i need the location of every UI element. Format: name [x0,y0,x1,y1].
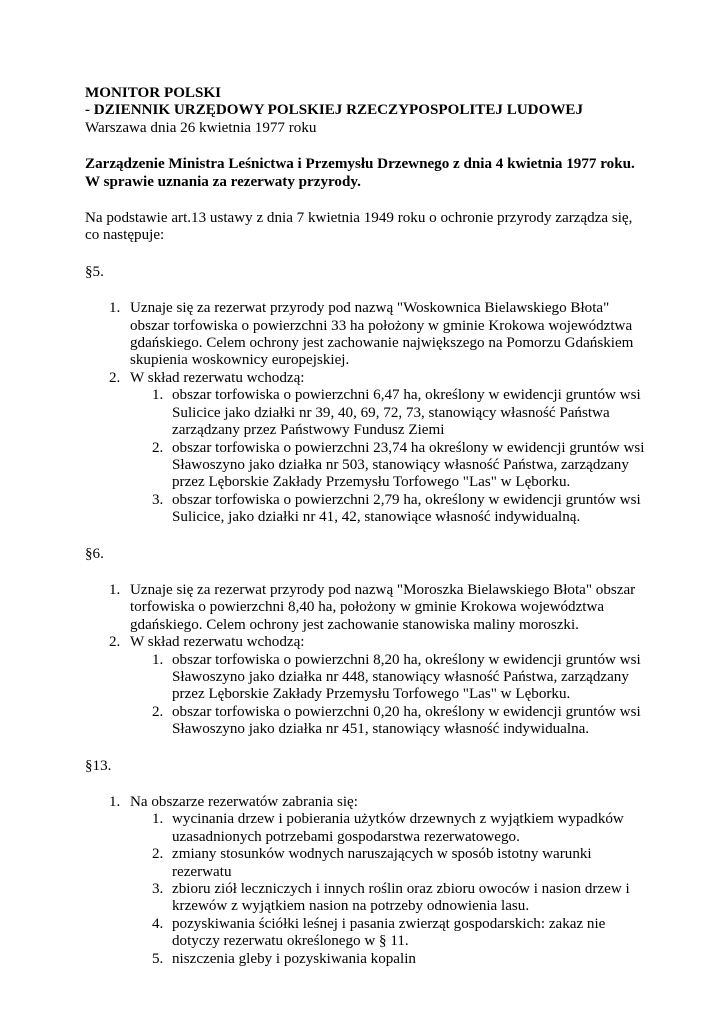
sublist [130,387,645,526]
sublist-item [130,881,645,916]
list-item [85,794,645,968]
document-title: Zarządzenie Ministra Leśnictwa i Przemysłu Drzewnego z dnia 4 kwietnia 1977 roku. W sprawie uznania za rezerwaty przyrody. [85,156,635,190]
sublist-item [130,951,645,968]
document-body [85,85,645,968]
sections-container [85,264,645,968]
publication-name: MONITOR POLSKI [85,85,222,101]
sublist-item-text: obszar torfowiska o powierzchni 6,47 ha, określony w ewidencji gruntów wsi Sulicice jako działki nr 39, 40, 69, 72, 73, stanowiący własność Państwa zarządzany przez Państwowy Fundusz Ziemi [172,387,641,439]
list-item-text: Na obszarze rezerwatów zabrania się: [130,794,358,810]
list-item-number: 2. [109,369,121,386]
list-item-text: W skład rezerwatu wchodzą: [130,369,305,386]
sublist-item-number: 2. [152,703,164,720]
sublist-item [130,916,645,951]
sublist-item [130,492,645,527]
sublist-item-number: 5. [152,950,164,967]
list-item-number: 1. [109,581,121,598]
sublist-item-number: 3. [152,881,164,898]
list-item-text: W skład rezerwatu wchodzą: [130,634,305,651]
sublist-item-number: 2. [152,439,164,456]
sublist-item-number: 2. [152,846,164,863]
section-list [85,300,645,526]
sublist-item-text: niszczenia gleby i pozyskiwania kopalin [172,950,416,967]
section-heading: §6. [85,545,104,562]
sublist-item [130,811,645,846]
sublist-item [130,704,645,739]
sublist [130,652,645,739]
sublist-item-text: zbioru ziół leczniczych i innych roślin oraz zbioru owoców i nasion drzew i krzewów z wyjątkiem nasion na potrzeby odnowienia lasu. [172,881,630,915]
sublist-item [130,440,645,492]
masthead [85,85,645,137]
sublist-item-text: obszar torfowiska o powierzchni 2,79 ha, określony w ewidencji gruntów wsi Sulicice, jako działki nr 41, 42, stanowiące własność indywidualną. [172,491,641,526]
publication-subtitle: - DZIENNIK URZĘDOWY POLSKIEJ RZECZYPOSPOLITEJ LUDOWEJ [85,102,584,119]
section-list [85,582,645,739]
list-item-number: 2. [109,634,121,651]
list-item-number: 1. [109,300,121,317]
publication-date: Warszawa dnia 26 kwietnia 1977 roku [85,119,317,136]
sublist [130,811,645,968]
section-heading: §13. [85,757,112,774]
section-list [85,794,645,968]
sublist-item-text: obszar torfowiska o powierzchni 23,74 ha określony w ewidencji gruntów wsi Sławoszyno jako działka nr 503, stanowiący własność Państwa, zarządzany przez Lęborskie Zakłady Przemysłu Torfowego "Las" w Lęborku. [172,439,645,491]
sublist-item [130,387,645,439]
sublist-item-number: 3. [152,491,164,508]
section-heading: §5. [85,263,104,280]
list-item [85,370,645,527]
sublist-item-number: 1. [152,387,164,404]
list-item-text: Uznaje się za rezerwat przyrody pod nazwą "Woskownica Bielawskiego Błota" obszar torfowiska o powierzchni 33 ha położony w gminie Krokowa województwa gdańskiego. Celem ochrony jest zachowanie największego na Pomorzu Gdańskiem skupienia woskownicy europejskiej. [130,300,634,369]
sublist-item-text: obszar torfowiska o powierzchni 8,20 ha, określony w ewidencji gruntów wsi Sławoszyno jako działka nr 448, stanowiący własność Państwa, zarządzany przez Lęborskie Zakłady Przemysłu Torfowego "Las" w Lęborku. [172,651,641,703]
intro-paragraph: Na podstawie art.13 ustawy z dnia 7 kwietnia 1949 roku o ochronie przyrody zarządza się, co następuje: [85,210,633,244]
list-item [85,634,645,738]
list-item-text: Uznaje się za rezerwat przyrody pod nazwą "Moroszka Bielawskiego Błota" obszar torfowiska o powierzchni 8,40 ha, położony w gminie Krokowa województwa gdańskiego. Celem ochrony jest zachowanie stanowiska maliny moroszki. [130,581,636,633]
sublist-item-text: wycinania drzew i pobierania użytków drzewnych z wyjątkiem wypadków uzasadnionych potrzebami gospodarstwa rezerwatowego. [172,811,624,845]
sublist-item [130,846,645,881]
sublist-item [130,652,645,704]
list-item-number: 1. [109,794,121,810]
sublist-item-number: 4. [152,915,164,932]
sublist-item-number: 1. [152,651,164,668]
sublist-item-text: zmiany stosunków wodnych naruszających w sposób istotny warunki rezerwatu [172,846,592,880]
sublist-item-number: 1. [152,811,164,828]
sublist-item-text: obszar torfowiska o powierzchni 0,20 ha, określony w ewidencji gruntów wsi Sławoszyno jako działka nr 451, stanowiący własność indywidualna. [172,703,641,738]
list-item [85,300,645,370]
list-item [85,582,645,634]
sublist-item-text: pozyskiwania ściółki leśnej i pasania zwierząt gospodarskich: zakaz nie dotyczy rezerwatu określonego w § 11. [172,915,606,950]
